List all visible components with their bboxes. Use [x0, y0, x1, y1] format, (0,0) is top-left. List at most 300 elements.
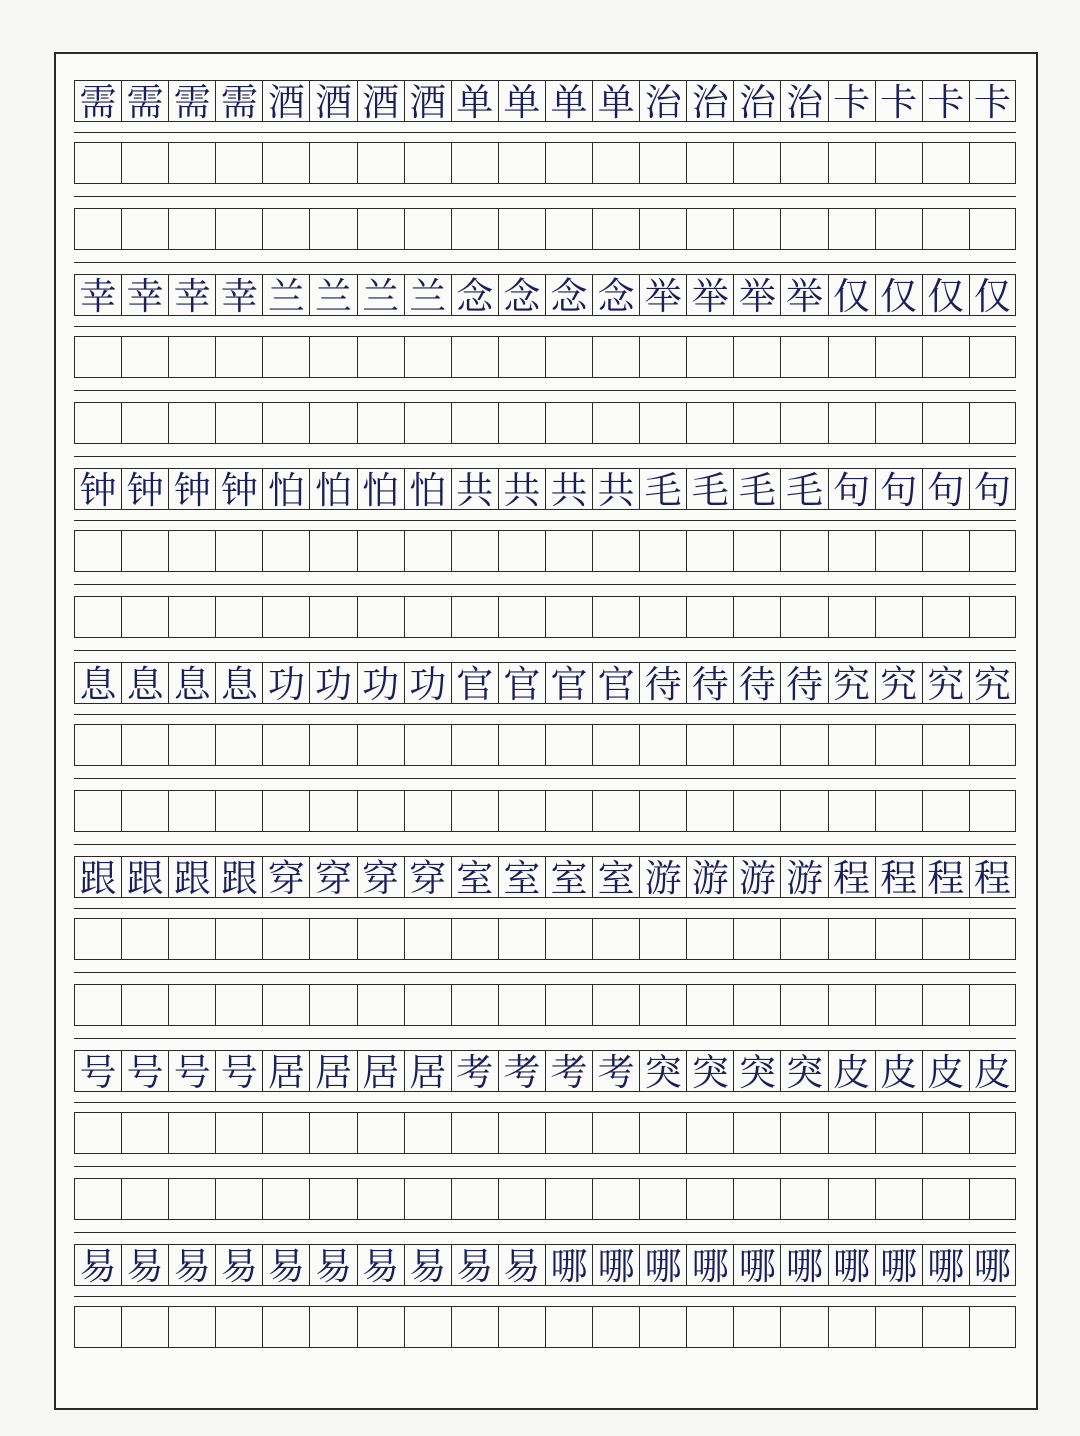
practice-cell	[357, 531, 404, 571]
practice-cell	[545, 597, 592, 637]
model-character: 易	[79, 1244, 117, 1288]
model-character-cell	[262, 468, 309, 512]
model-character-cell	[733, 856, 780, 900]
practice-cell	[875, 985, 922, 1025]
model-character-cell	[969, 274, 1016, 318]
model-character-cell	[74, 1244, 121, 1288]
model-character: 跟	[220, 856, 258, 900]
model-character: 突	[738, 1050, 776, 1094]
practice-cell	[875, 725, 922, 765]
model-character-cell	[215, 856, 262, 900]
model-character: 仅	[927, 274, 965, 318]
model-character: 游	[785, 856, 823, 900]
model-character: 怕	[362, 468, 400, 512]
practice-cell	[215, 403, 262, 443]
practice-cell	[357, 1113, 404, 1153]
model-character-cell	[498, 80, 545, 124]
model-character: 易	[456, 1244, 494, 1288]
model-character: 跟	[173, 856, 211, 900]
practice-cell	[121, 337, 168, 377]
model-character-cell	[780, 80, 827, 124]
model-character: 怕	[409, 468, 447, 512]
practice-cell	[262, 209, 309, 249]
practice-cell	[733, 1307, 780, 1347]
practice-row	[74, 142, 1016, 184]
model-character-cell	[309, 468, 356, 512]
practice-cell	[592, 725, 639, 765]
practice-cell	[498, 919, 545, 959]
practice-cell	[404, 531, 451, 571]
practice-cell	[121, 597, 168, 637]
practice-cell	[262, 143, 309, 183]
practice-cell	[969, 985, 1016, 1025]
practice-cell	[404, 725, 451, 765]
model-character: 怕	[267, 468, 305, 512]
practice-cell	[168, 403, 215, 443]
model-character: 举	[738, 274, 776, 318]
model-character: 程	[880, 856, 918, 900]
model-character-cell	[168, 1244, 215, 1288]
model-character: 号	[220, 1050, 258, 1094]
model-character-cell	[969, 856, 1016, 900]
model-character: 究	[927, 662, 965, 706]
practice-cell	[969, 725, 1016, 765]
model-character: 需	[173, 80, 211, 124]
model-character: 皮	[833, 1050, 871, 1094]
model-character-cell	[780, 1244, 827, 1288]
practice-cell	[498, 1113, 545, 1153]
model-character-cell	[969, 468, 1016, 512]
model-character-cell	[686, 856, 733, 900]
practice-cell	[969, 791, 1016, 831]
practice-cell	[309, 1179, 356, 1219]
model-character: 哪	[927, 1244, 965, 1288]
practice-cell	[498, 403, 545, 443]
model-character: 幸	[173, 274, 211, 318]
practice-cell	[451, 143, 498, 183]
model-character-cell	[592, 274, 639, 318]
guide-line	[74, 714, 1016, 715]
practice-cell	[828, 1113, 875, 1153]
practice-cell	[262, 337, 309, 377]
practice-cell	[215, 1113, 262, 1153]
model-character: 仅	[973, 274, 1011, 318]
model-character-cell	[828, 856, 875, 900]
practice-cell	[357, 403, 404, 443]
model-character-cell	[733, 1050, 780, 1094]
model-character: 考	[456, 1050, 494, 1094]
model-character-cell	[121, 468, 168, 512]
model-character-row	[74, 662, 1016, 704]
model-character-cell	[828, 274, 875, 318]
model-character-cell	[733, 662, 780, 706]
practice-cell	[875, 597, 922, 637]
model-character-cell	[357, 856, 404, 900]
model-character-cell	[309, 80, 356, 124]
model-character-cell	[262, 80, 309, 124]
practice-cell	[969, 1113, 1016, 1153]
practice-cell	[168, 1179, 215, 1219]
model-character: 待	[644, 662, 682, 706]
model-character-cell	[451, 856, 498, 900]
practice-cell	[733, 1179, 780, 1219]
practice-cell	[74, 1307, 121, 1347]
model-character: 句	[833, 468, 871, 512]
practice-cell	[498, 791, 545, 831]
model-character-cell	[733, 1244, 780, 1288]
model-character: 程	[927, 856, 965, 900]
model-character-cell	[592, 856, 639, 900]
model-character: 卡	[927, 80, 965, 124]
model-character-cell	[74, 856, 121, 900]
practice-band	[74, 1244, 1016, 1359]
model-character-cell	[969, 1244, 1016, 1288]
practice-cell	[168, 919, 215, 959]
model-character: 穿	[409, 856, 447, 900]
practice-cell	[357, 143, 404, 183]
model-character-cell	[215, 662, 262, 706]
model-character-cell	[357, 1244, 404, 1288]
practice-cell	[969, 337, 1016, 377]
practice-cell	[357, 791, 404, 831]
practice-cell	[121, 209, 168, 249]
model-character: 酒	[315, 80, 353, 124]
practice-cell	[733, 919, 780, 959]
practice-cell	[404, 143, 451, 183]
model-character: 待	[785, 662, 823, 706]
model-character-cell	[545, 468, 592, 512]
model-character: 卡	[973, 80, 1011, 124]
practice-cell	[545, 1113, 592, 1153]
practice-cell	[451, 725, 498, 765]
practice-cell	[309, 1307, 356, 1347]
practice-cell	[780, 1113, 827, 1153]
model-character-cell	[451, 1244, 498, 1288]
model-character: 功	[267, 662, 305, 706]
practice-cell	[262, 1113, 309, 1153]
practice-cell	[404, 985, 451, 1025]
model-character-cell	[451, 662, 498, 706]
practice-cell	[592, 337, 639, 377]
guide-line	[74, 132, 1016, 133]
guide-line	[74, 326, 1016, 327]
practice-cell	[545, 403, 592, 443]
practice-cell	[686, 531, 733, 571]
practice-cell	[639, 1179, 686, 1219]
practice-cell	[639, 531, 686, 571]
model-character-cell	[780, 274, 827, 318]
practice-cell	[215, 531, 262, 571]
practice-cell	[969, 209, 1016, 249]
model-character-cell	[922, 80, 969, 124]
practice-cell	[780, 791, 827, 831]
model-character: 兰	[315, 274, 353, 318]
practice-cell	[309, 919, 356, 959]
practice-cell	[451, 531, 498, 571]
model-character-cell	[828, 1050, 875, 1094]
practice-cell	[922, 531, 969, 571]
practice-cell	[828, 143, 875, 183]
practice-cell	[404, 209, 451, 249]
model-character-cell	[262, 662, 309, 706]
practice-cell	[121, 791, 168, 831]
practice-cell	[875, 919, 922, 959]
practice-cell	[545, 1307, 592, 1347]
model-character-cell	[451, 1050, 498, 1094]
model-character-cell	[498, 1050, 545, 1094]
practice-cell	[828, 919, 875, 959]
practice-cell	[733, 209, 780, 249]
practice-cell	[404, 1113, 451, 1153]
model-character-cell	[215, 80, 262, 124]
practice-cell	[451, 919, 498, 959]
model-character-cell	[357, 1050, 404, 1094]
model-character-cell	[686, 468, 733, 512]
model-character: 哪	[644, 1244, 682, 1288]
model-character: 哪	[973, 1244, 1011, 1288]
practice-cell	[686, 1307, 733, 1347]
model-character-cell	[639, 80, 686, 124]
practice-cell	[969, 1307, 1016, 1347]
model-character: 跟	[79, 856, 117, 900]
model-character: 待	[738, 662, 776, 706]
practice-cell	[686, 597, 733, 637]
model-character-cell	[357, 80, 404, 124]
model-character-cell	[828, 1244, 875, 1288]
practice-cell	[262, 597, 309, 637]
model-character-cell	[215, 468, 262, 512]
practice-cell	[639, 985, 686, 1025]
model-character: 突	[644, 1050, 682, 1094]
model-character-cell	[451, 468, 498, 512]
practice-cell	[215, 919, 262, 959]
practice-cell	[922, 1307, 969, 1347]
model-character: 兰	[362, 274, 400, 318]
model-character: 官	[550, 662, 588, 706]
practice-cell	[309, 985, 356, 1025]
model-character-cell	[404, 1050, 451, 1094]
model-character-cell	[733, 468, 780, 512]
practice-cell	[309, 1113, 356, 1153]
practice-cell	[498, 725, 545, 765]
practice-cell	[309, 337, 356, 377]
practice-row	[74, 336, 1016, 378]
model-character: 幸	[79, 274, 117, 318]
model-character-cell	[309, 856, 356, 900]
model-character: 突	[785, 1050, 823, 1094]
model-character: 息	[79, 662, 117, 706]
practice-cell	[309, 597, 356, 637]
practice-cell	[451, 209, 498, 249]
practice-cell	[121, 403, 168, 443]
practice-cell	[404, 791, 451, 831]
model-character-cell	[828, 468, 875, 512]
practice-cell	[969, 1179, 1016, 1219]
model-character: 钟	[79, 468, 117, 512]
practice-cell	[74, 919, 121, 959]
model-character: 程	[973, 856, 1011, 900]
practice-cell	[168, 725, 215, 765]
practice-cell	[639, 403, 686, 443]
model-character: 共	[597, 468, 635, 512]
practice-cell	[309, 791, 356, 831]
model-character-cell	[592, 1050, 639, 1094]
practice-row	[74, 1306, 1016, 1348]
model-character-cell	[828, 662, 875, 706]
practice-cell	[404, 337, 451, 377]
model-character-cell	[686, 1050, 733, 1094]
model-character: 号	[173, 1050, 211, 1094]
model-character: 游	[738, 856, 776, 900]
model-character: 室	[456, 856, 494, 900]
guide-line	[74, 650, 1016, 651]
model-character-cell	[168, 274, 215, 318]
model-character: 息	[126, 662, 164, 706]
model-character-row	[74, 1050, 1016, 1092]
model-character: 毛	[691, 468, 729, 512]
model-character-cell	[545, 1050, 592, 1094]
model-character: 举	[691, 274, 729, 318]
practice-cell	[592, 597, 639, 637]
model-character: 室	[597, 856, 635, 900]
practice-cell	[780, 1307, 827, 1347]
model-character-cell	[215, 1244, 262, 1288]
practice-cell	[969, 531, 1016, 571]
practice-cell	[875, 403, 922, 443]
model-character-cell	[875, 1244, 922, 1288]
model-character: 考	[550, 1050, 588, 1094]
model-character-cell	[592, 468, 639, 512]
practice-cell	[875, 337, 922, 377]
practice-cell	[639, 919, 686, 959]
model-character-cell	[498, 1244, 545, 1288]
model-character-row	[74, 468, 1016, 510]
practice-cell	[686, 337, 733, 377]
model-character-row	[74, 1244, 1016, 1286]
guide-line	[74, 972, 1016, 973]
practice-cell	[780, 597, 827, 637]
practice-cell	[215, 1307, 262, 1347]
practice-cell	[262, 1307, 309, 1347]
practice-cell	[168, 337, 215, 377]
practice-cell	[545, 1179, 592, 1219]
practice-cell	[922, 1179, 969, 1219]
model-character-row	[74, 856, 1016, 898]
model-character-cell	[309, 274, 356, 318]
practice-cell	[592, 1113, 639, 1153]
practice-cell	[168, 143, 215, 183]
guide-line	[74, 584, 1016, 585]
model-character: 哪	[597, 1244, 635, 1288]
practice-cell	[498, 143, 545, 183]
practice-cell	[121, 531, 168, 571]
model-character: 易	[315, 1244, 353, 1288]
model-character-cell	[639, 1050, 686, 1094]
model-character: 官	[456, 662, 494, 706]
model-character: 钟	[126, 468, 164, 512]
practice-row	[74, 724, 1016, 766]
model-character: 究	[880, 662, 918, 706]
practice-cell	[74, 531, 121, 571]
practice-cell	[639, 1307, 686, 1347]
practice-cell	[828, 1307, 875, 1347]
practice-cell	[121, 1179, 168, 1219]
model-character-cell	[969, 662, 1016, 706]
model-character-cell	[969, 1050, 1016, 1094]
practice-cell	[969, 143, 1016, 183]
practice-cell	[309, 725, 356, 765]
practice-cell	[498, 597, 545, 637]
model-character: 居	[267, 1050, 305, 1094]
model-character-cell	[639, 662, 686, 706]
model-character: 兰	[409, 274, 447, 318]
practice-cell	[733, 725, 780, 765]
guide-line	[74, 390, 1016, 391]
practice-cell	[357, 919, 404, 959]
model-character: 易	[503, 1244, 541, 1288]
practice-cell	[498, 531, 545, 571]
practice-cell	[733, 403, 780, 443]
model-character-cell	[262, 1244, 309, 1288]
model-character: 哪	[833, 1244, 871, 1288]
guide-line	[74, 262, 1016, 263]
model-character: 哪	[785, 1244, 823, 1288]
practice-cell	[168, 985, 215, 1025]
model-character-cell	[404, 856, 451, 900]
practice-cell	[639, 791, 686, 831]
model-character: 治	[785, 80, 823, 124]
model-character-cell	[733, 80, 780, 124]
practice-cell	[74, 403, 121, 443]
practice-cell	[875, 1307, 922, 1347]
model-character-cell	[74, 662, 121, 706]
practice-cell	[168, 597, 215, 637]
model-character: 单	[597, 80, 635, 124]
model-character: 息	[220, 662, 258, 706]
model-character: 考	[597, 1050, 635, 1094]
model-character: 易	[409, 1244, 447, 1288]
model-character-cell	[215, 1050, 262, 1094]
guide-line	[74, 778, 1016, 779]
model-character-cell	[686, 274, 733, 318]
model-character-cell	[309, 1050, 356, 1094]
model-character: 跟	[126, 856, 164, 900]
model-character-cell	[969, 80, 1016, 124]
practice-cell	[404, 1179, 451, 1219]
model-character: 居	[315, 1050, 353, 1094]
practice-cell	[639, 597, 686, 637]
practice-cell	[215, 209, 262, 249]
practice-cell	[733, 791, 780, 831]
practice-cell	[262, 791, 309, 831]
practice-row	[74, 1178, 1016, 1220]
practice-cell	[74, 725, 121, 765]
guide-line	[74, 844, 1016, 845]
model-character: 易	[173, 1244, 211, 1288]
model-character: 号	[79, 1050, 117, 1094]
model-character: 易	[126, 1244, 164, 1288]
model-character-cell	[780, 662, 827, 706]
model-character: 哪	[691, 1244, 729, 1288]
practice-cell	[780, 143, 827, 183]
model-character-cell	[262, 856, 309, 900]
practice-cell	[639, 1113, 686, 1153]
guide-line	[74, 1038, 1016, 1039]
practice-cell	[686, 143, 733, 183]
model-character: 单	[503, 80, 541, 124]
model-character-cell	[357, 468, 404, 512]
practice-row	[74, 208, 1016, 250]
